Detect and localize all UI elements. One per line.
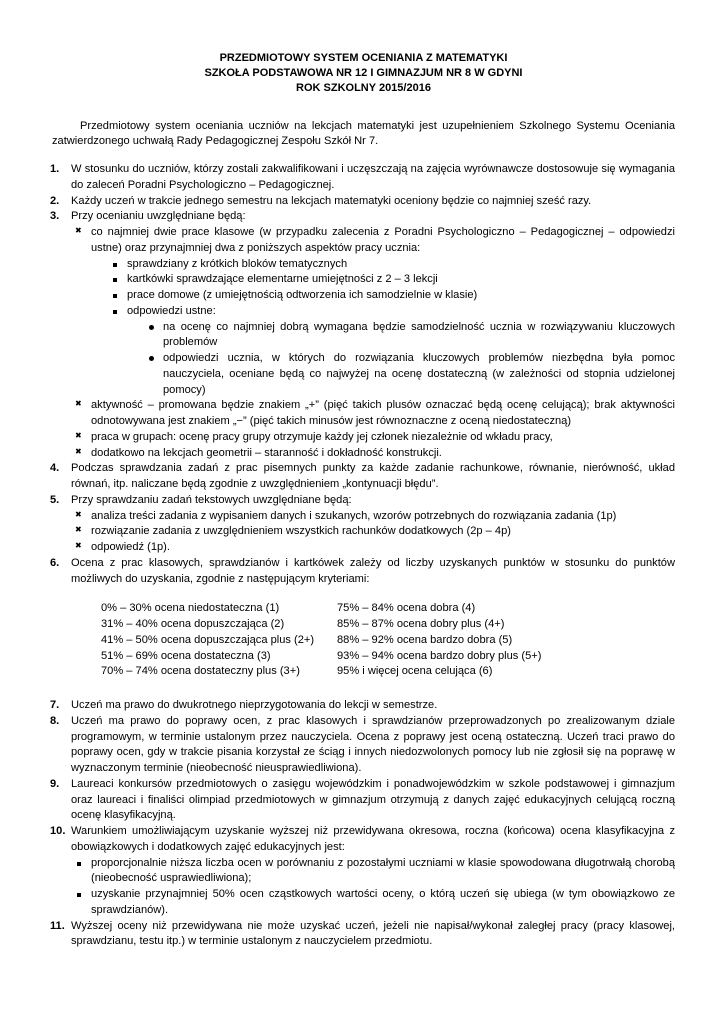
- grade-row: 75% – 84% ocena dobra (4): [337, 602, 476, 615]
- list-item: [73, 430, 675, 446]
- title-line-1: PRZEDMIOTOWY SYSTEM OCENIANIA Z MATEMATYKI: [219, 52, 508, 64]
- rule-text: W stosunku do uczniów, którzy zostali zakwalifikowani i uczęszczają na zajęcia wyrównawcze dostosowuje się wymagania do zaleceń Poradni Psychologiczno – Pedagogicznej.: [71, 163, 675, 191]
- document-page: [52, 51, 675, 950]
- grading-scale-left-column: [71, 601, 337, 680]
- grading-scale: [71, 601, 675, 680]
- list-item: [73, 524, 675, 540]
- oral-answers-list: [145, 320, 675, 399]
- rule-text: Ocena z prac klasowych, sprawdzianów i kartkówek zależy od liczby uzyskanych punktów w stosunku do punktów możliwych do uzyskania, zgodnie z następującym kryteriami:: [71, 556, 675, 585]
- rule-5: [52, 493, 675, 556]
- rule-4: [52, 461, 675, 493]
- list-item: [73, 509, 675, 525]
- rule-number: 6.: [50, 556, 60, 569]
- work-aspects-list: [109, 257, 675, 399]
- list-item-text: dodatkowo na lekcjach geometrii – staranność i dokładność konstrukcji.: [91, 446, 442, 459]
- list-item: [109, 272, 675, 288]
- rule-text: Każdy uczeń w trakcie jednego semestru na lekcjach matematyki oceniony będzie co najmniej sześć razy.: [71, 194, 592, 207]
- rule-text: Przy sprawdzaniu zadań tekstowych uwzględniane będą:: [71, 493, 352, 506]
- rule-number: 1.: [50, 163, 60, 176]
- rule-number: 10.: [50, 825, 66, 838]
- rule-text: Laureaci konkursów przedmiotowych o zasięgu wojewódzkim i ponadwojewódzkim w szkole podstawowej i gimnazjum oraz laureaci i finaliści olimpiad przedmiotowych w gimnazjum otrzymują z danych zajęć edukacyjnych celującą roczną ocenę klasyfikacyjną.: [71, 777, 675, 822]
- grade-row: 93% – 94% ocena bardzo dobry plus (5+): [337, 649, 542, 662]
- grade-row: 85% – 87% ocena dobry plus (4+): [337, 618, 505, 631]
- list-item-text: odpowiedzi ustne:: [127, 304, 216, 317]
- list-item: [73, 887, 675, 919]
- rule-9: [52, 777, 675, 824]
- list-item-text: na ocenę co najmniej dobrą wymagana będzie samodzielność ucznia w rozwiązywaniu kluczowych problemów: [163, 320, 675, 349]
- grade-row: 95% i więcej ocena celująca (6): [337, 665, 493, 678]
- list-item: [73, 856, 675, 888]
- grade-row: 70% – 74% ocena dostateczny plus (3+): [101, 665, 300, 678]
- rule-number: 5.: [50, 493, 60, 506]
- rule-text: Przy ocenianiu uwzględniane będą:: [71, 210, 246, 223]
- rule-text: Uczeń ma prawo do dwukrotnego nieprzygotowania do lekcji w semestrze.: [71, 699, 438, 712]
- list-item: [73, 225, 675, 398]
- rule-11: [52, 919, 675, 951]
- grade-row: 31% – 40% ocena dopuszczająca (2): [101, 618, 285, 631]
- rule-number: 8.: [50, 714, 60, 727]
- grading-scale-right-column: [337, 601, 603, 680]
- rule-7: [52, 698, 675, 714]
- rule-number: 9.: [50, 777, 60, 790]
- rule-1: [52, 162, 675, 194]
- grade-row: 41% – 50% ocena dopuszczająca plus (2+): [101, 633, 315, 646]
- rule-number: 7.: [50, 699, 60, 712]
- rule-2: [52, 194, 675, 210]
- list-item: [109, 288, 675, 304]
- list-item-text: aktywność – promowana będzie znakiem „+” (pięć takich plusów oznaczać będą ocenę celującą); brak aktywności odnotowywana jest znakiem „−” (pięć takich minusów jest równoznaczne z oceną niedostateczną): [91, 399, 675, 428]
- rule-number: 2.: [50, 194, 60, 207]
- list-item: [145, 320, 675, 352]
- text-task-criteria-list: [73, 509, 675, 556]
- rule-8: [52, 714, 675, 777]
- list-item-text: odpowiedź (1p).: [91, 541, 170, 554]
- rule-number: 4.: [50, 462, 60, 475]
- grade-row: 0% – 30% ocena niedostateczna (1): [101, 602, 280, 615]
- title-line-2: SZKOŁA PODSTAWOWA NR 12 I GIMNAZJUM NR 8 W GDYNI: [204, 67, 523, 80]
- document-title: [52, 51, 675, 97]
- rule-10: [52, 824, 675, 919]
- higher-grade-conditions-list: [73, 856, 675, 919]
- list-item-text: praca w grupach: ocenę pracy grupy otrzymuje każdy jej członek niezależnie od wkładu pracy,: [91, 430, 553, 443]
- list-item-text: proporcjonalnie niższa liczba ocen w porównaniu z pozostałymi uczniami w klasie spowodowana długotrwałą chorobą (nieobecność usprawiedliwiona);: [91, 856, 675, 885]
- rule-text: Uczeń ma prawo do poprawy ocen, z prac klasowych i sprawdzianów przeprowadzonych po zrealizowanym dziale programowym, w terminie ustalonym przez nauczyciela. Ocena z poprawy jest oceną ostateczną. Uczeń traci prawo do poprawy ocen, gdy w trakcie pisania korzystał ze ściąg i innych niedozwolonych pomocy lub nie zgłosił się na poprawę w wyznaczonym terminie (nieobecność nieusprawiedliwiona).: [71, 714, 675, 775]
- list-item-text: kartkówki sprawdzające elementarne umiejętności z 2 – 3 lekcji: [127, 273, 438, 286]
- rule-6: [52, 556, 675, 680]
- list-item: [145, 351, 675, 398]
- rule-text: Podczas sprawdzania zadań z prac pisemnych punkty za każde zadanie rachunkowe, równanie, nierówność, układ równań, itp. naliczane będą zgodnie z uwzględnieniem „kontynuacji błędu”.: [71, 462, 675, 491]
- rule-3: [52, 209, 675, 461]
- intro-paragraph: Przedmiotowy system oceniania uczniów na lekcjach matematyki jest uzupełnieniem Szkolnego Systemu Oceniania zatwierdzonego uchwałą Rady Pedagogicznej Zespołu Szkół Nr 7.: [52, 119, 675, 148]
- list-item-text: sprawdziany z krótkich bloków tematycznych: [127, 257, 348, 270]
- rule-text: Warunkiem umożliwiającym uzyskanie wyższej niż przewidywana okresowa, roczna (końcowa) ocena klasyfikacyjna z obowiązkowych i dodatkowych zajęć edukacyjnych jest:: [71, 825, 675, 853]
- list-item-text: odpowiedzi ucznia, w których do rozwiązania kluczowych problemów niezbędna była pomoc nauczyciela, oceniane będą co najwyżej na ocenę dostateczną (w zależności od stopnia udzielonej pomocy): [163, 352, 675, 396]
- list-item-text: analiza treści zadania z wypisaniem danych i szukanych, wzorów potrzebnych do rozwiązania zadania (1p): [91, 509, 617, 522]
- title-line-3: ROK SZKOLNY 2015/2016: [296, 82, 431, 95]
- list-item: [73, 398, 675, 430]
- list-item-text: co najmniej dwie prace klasowe (w przypadku zalecenia z Poradni Psychologiczno – Pedagogicznej – odpowiedzi ustne) oraz przynajmniej dwa z poniższych aspektów pracy ucznia:: [91, 226, 675, 254]
- grade-row: 88% – 92% ocena bardzo dobra (5): [337, 633, 513, 646]
- assessment-aspects-list: [73, 225, 675, 461]
- grade-row: 51% – 69% ocena dostateczna (3): [101, 649, 271, 662]
- rule-number: 3.: [50, 210, 60, 223]
- list-item-text: prace domowe (z umiejętnością odtworzenia ich samodzielnie w klasie): [127, 289, 478, 302]
- list-item-text: uzyskanie przynajmniej 50% ocen cząstkowych wartości oceny, o którą uczeń się ubiega (w tym obowiązkowo ze sprawdzianów).: [91, 888, 675, 916]
- list-item: [109, 304, 675, 399]
- rule-text: Wyższej oceny niż przewidywana nie może uzyskać uczeń, jeżeli nie napisał/wykonał zaległej pracy (pracy klasowej, sprawdzianu, testu itp.) w terminie ustalonym z nauczycielem przedmiotu.: [71, 919, 675, 948]
- list-item: [109, 257, 675, 273]
- list-item: [73, 446, 675, 462]
- rules-list: [52, 162, 675, 950]
- list-item: [73, 540, 675, 556]
- rule-number: 11.: [50, 919, 65, 932]
- list-item-text: rozwiązanie zadania z uwzględnieniem wszystkich rachunków dodatkowych (2p – 4p): [91, 525, 511, 538]
